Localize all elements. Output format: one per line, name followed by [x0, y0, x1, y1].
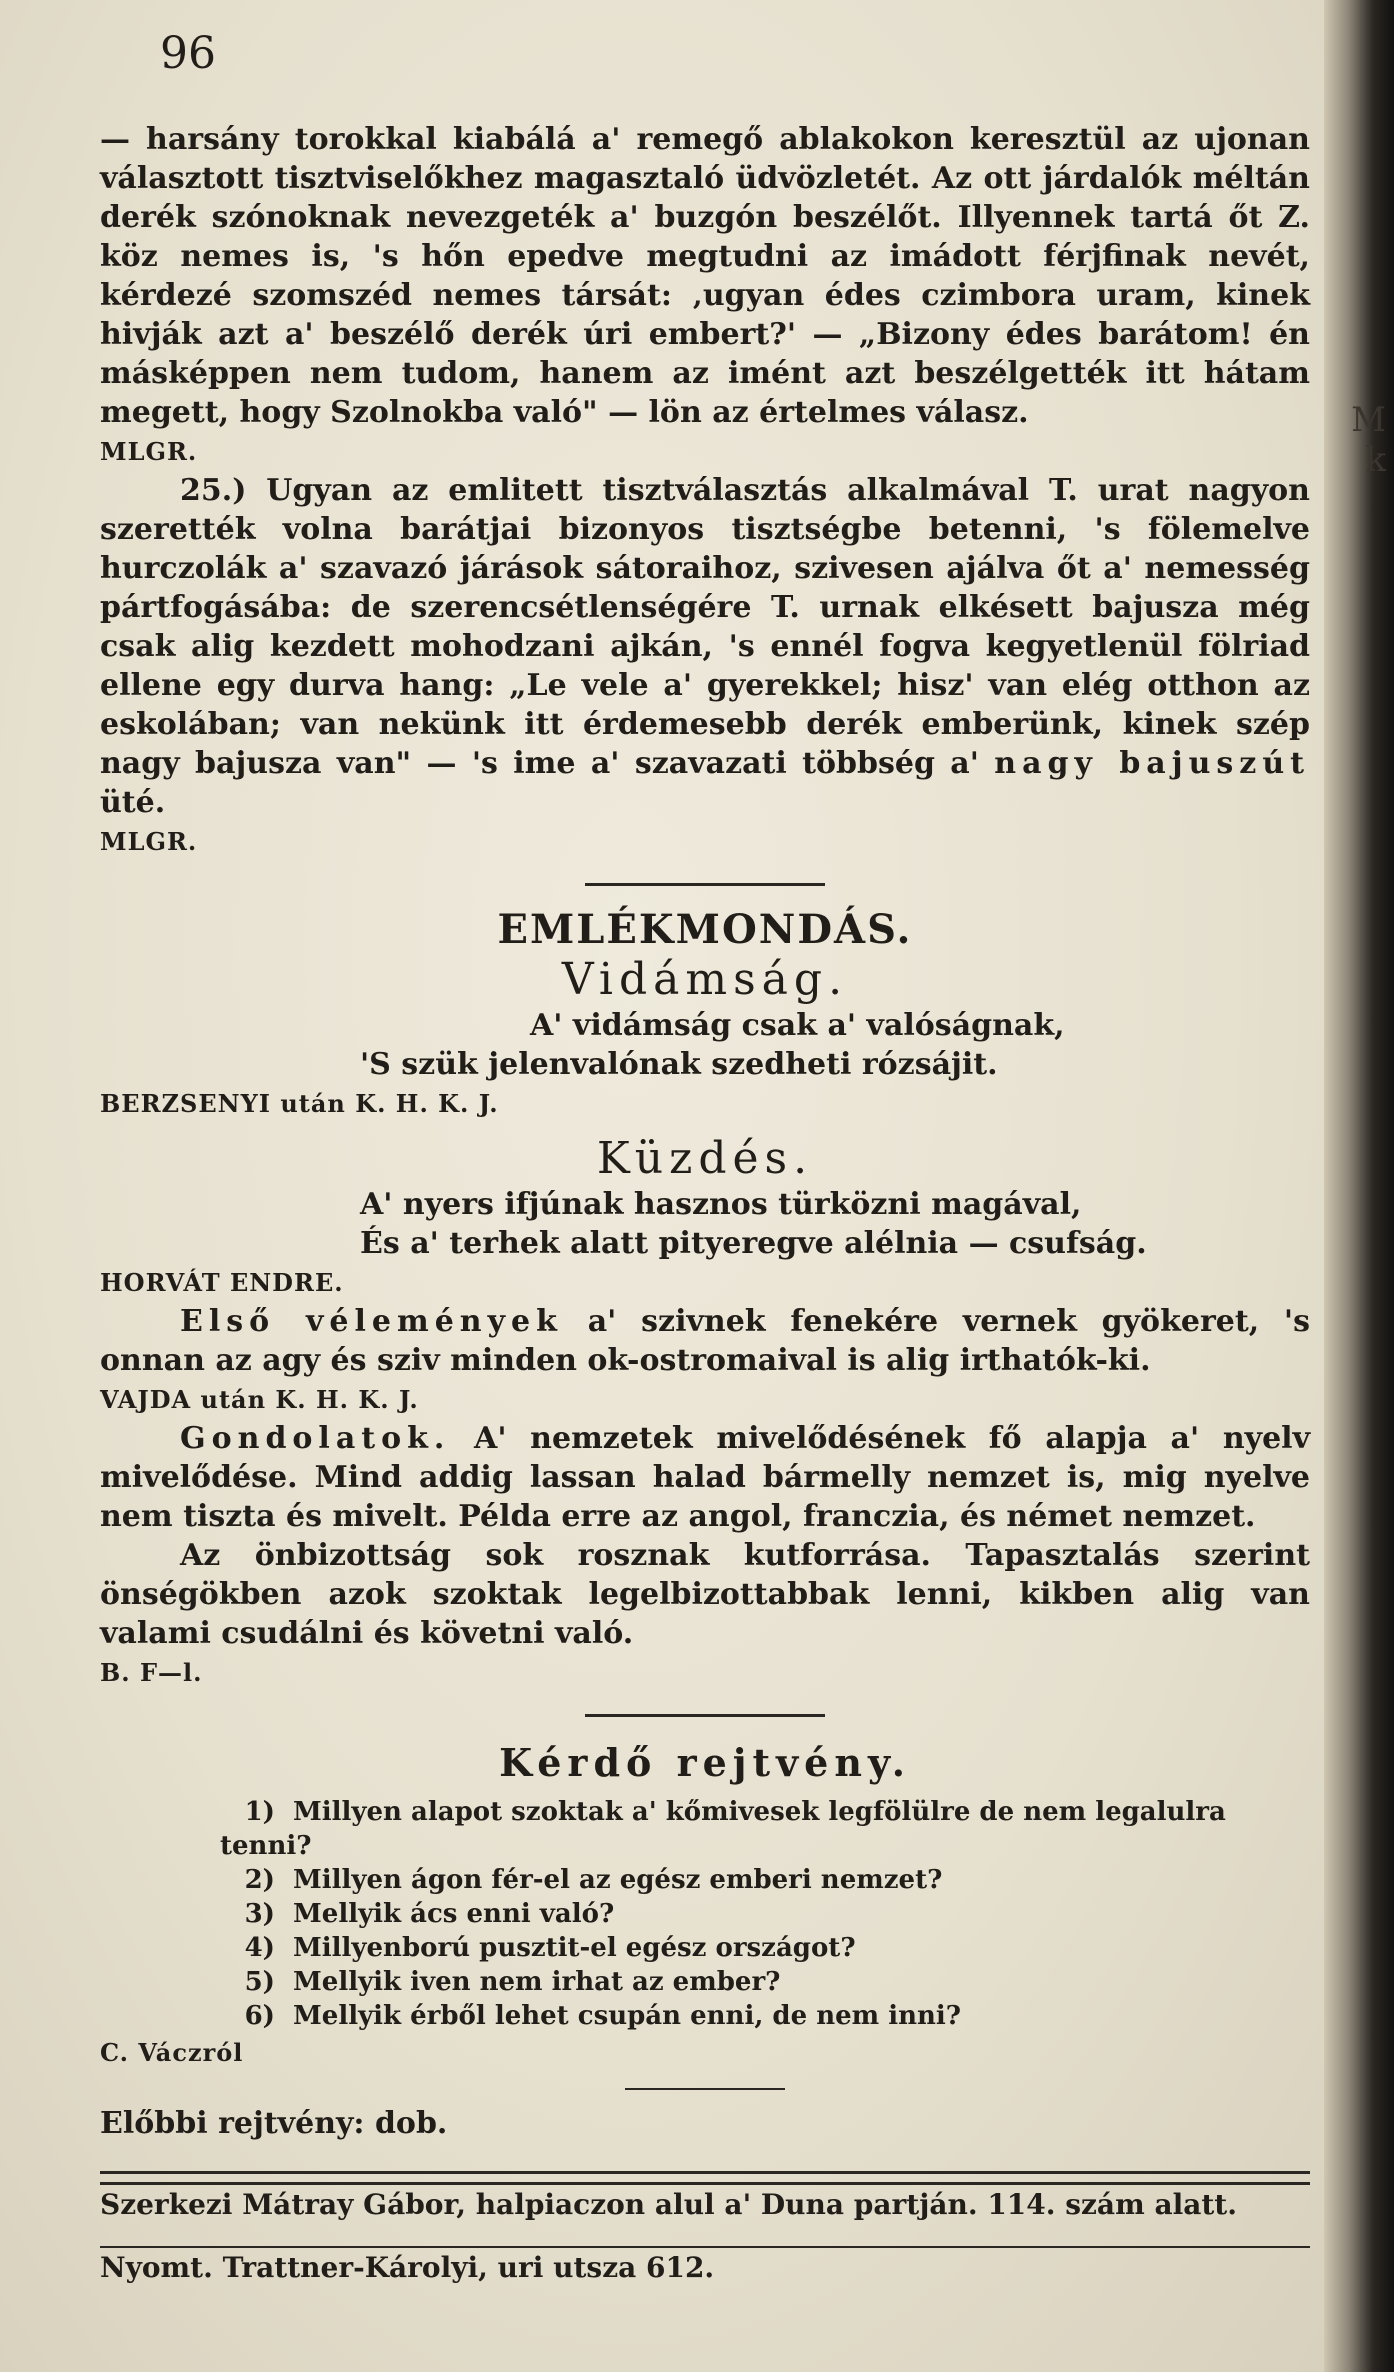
elso-paragraph: [100, 1302, 1310, 1380]
margin-mark: M: [1351, 400, 1386, 440]
anecdote-25-signature: MLGR.: [100, 827, 198, 856]
riddle-num: 5): [244, 1967, 275, 1997]
riddle-item: [100, 1965, 1310, 1999]
riddle-item: [100, 1999, 1310, 2033]
editor-line: Szerkezi Mátray Gábor, halpiaczon alul a' Duna partján. 114. szám alatt.: [100, 2188, 1237, 2221]
riddle-text: Mellyik érből lehet csupán enni, de nem inni?: [293, 2001, 962, 2031]
margin-mark: k: [1365, 440, 1386, 480]
riddle-item: [100, 1795, 1310, 1863]
section-divider: [585, 883, 825, 886]
riddle-list: [100, 1795, 1310, 2033]
vidamsag-signature: BERZSENYI után K. H. K. J.: [100, 1089, 499, 1118]
gondolatok-signature: B. F—l.: [100, 1658, 203, 1687]
riddle-item: [100, 1931, 1310, 1965]
anecdote-25-spaced-word: nagy bajuszút: [994, 746, 1310, 781]
page-number: 96: [160, 28, 216, 79]
anecdote-25-text: 25.) Ugyan az emlitett tisztválasztás alkalmával T. urat nagyon szerették volna barátjai bizonyos tisztségbe betenni, 's fölemelve hurczolák a' szavazó járások sátoraihoz, szivesen ajálva őt a' nemesség pártfogásába: de szerencsétlenségére T. urnak elkésett bajusza még csak alig kezdett mohodzani ajkán, 's ennél fogva kegyetlenül fölriad ellene egy durva hang: „Le vele a' gyerekkel; hisz' van elég otthon az eskolában; van nekünk itt érdemesebb derék emberünk, kinek szép nagy bajusza van" — 's ime a' szavazati többség a': [100, 473, 1310, 781]
kuzdes-signature: HORVÁT ENDRE.: [100, 1268, 344, 1297]
vidamsag-line: A' vidámság csak a' valóságnak,: [530, 1008, 1065, 1043]
previous-riddle-answer: Előbbi rejtvény: dob.: [100, 2106, 448, 2141]
riddle-num: 2): [244, 1865, 275, 1895]
riddle-item: [100, 1863, 1310, 1897]
intro-paragraph: — harsány torokkal kiabálá a' remegő ablakokon keresztül az ujonan választott tisztviselőkhez magasztaló üdvözletét. Az ott járdalók méltán derék szónoknak nevezgeték a' buzgón beszélőt. Illyennek tartá őt Z. köz nemes is, 's hőn epedve megtudni az imádott férjfinak nevét, kérdezé szomszéd nemes társát: ‚ugyan édes czimbora uram, kinek hivják azt a' beszélő derék úri embert?' — „Bizony édes barátom! én másképpen nem tudom, hanem az imént azt beszélgették itt hátam megett, hogy Szolnokba való" — lön az értelmes válasz.: [100, 122, 1310, 430]
gondolatok-paragraph-2: Az önbizottság sok rosznak kutforrása. Tapasztalás szerint önségökben azok szoktak legelbizottabbak lenni, kikben alig van valami csudálni és követni való.: [100, 1538, 1310, 1651]
section-divider: [585, 1714, 825, 1717]
intro-signature: MLGR.: [100, 437, 198, 466]
gondolatok-text: A' nemzetek mivelődésének fő alapja a' nyelv mivelődése. Mind addig lassan halad bármelly nemzet is, mig nyelve nem tiszta és mivelt. Példa erre az angol, franczia, és német nemzet.: [100, 1421, 1310, 1534]
gondolatok-lead: Gondolatok.: [180, 1421, 451, 1456]
riddle-text: Mellyik iven nem irhat az ember?: [293, 1967, 781, 1997]
anecdote-25: [100, 471, 1310, 822]
elso-text: a' szivnek fenekére vernek gyökeret, 's onnan az agy és sziv minden ok-ostromaival is alig irthatók-ki.: [100, 1304, 1311, 1378]
page-content: [100, 120, 1310, 2287]
vidamsag-title: Vidámság.: [561, 954, 849, 1005]
kuzdes-title: Küzdés.: [596, 1133, 814, 1184]
footer-divider: [100, 2171, 1310, 2185]
gondolatok-paragraph: [100, 1419, 1310, 1536]
riddle-num: 6): [244, 2001, 275, 2031]
kuzdes-line: És a' terhek alatt pityeregve alélnia — csufság.: [360, 1226, 1147, 1261]
emlekmondas-heading: EMLÉKMONDÁS.: [497, 906, 913, 953]
anecdote-25-text-end: üté.: [100, 785, 166, 820]
riddle-item: [100, 1897, 1310, 1931]
riddle-signature: C. Váczról: [100, 2038, 244, 2067]
book-spine-shadow: [1324, 0, 1394, 2372]
riddle-text: Millyen alapot szoktak a' kőmivesek legfölülre de nem legalulra tenni?: [220, 1797, 1226, 1861]
riddle-num: 4): [244, 1933, 275, 1963]
riddle-title: Kérdő rejtvény.: [499, 1740, 911, 1785]
riddle-text: Mellyik ács enni való?: [293, 1899, 615, 1929]
elso-signature: VAJDA után K. H. K. J.: [100, 1385, 419, 1414]
riddle-num: 3): [244, 1899, 275, 1929]
riddle-num: 1): [244, 1797, 275, 1827]
riddle-text: Millyenború pusztit-el egész országot?: [293, 1933, 856, 1963]
kuzdes-line: A' nyers ifjúnak hasznos türközni magával,: [360, 1187, 1082, 1222]
section-divider: [625, 2088, 785, 2090]
vidamsag-line: 'S szük jelenvalónak szedheti rózsájit.: [360, 1047, 998, 1082]
elso-lead: Első vélemények: [180, 1304, 563, 1339]
riddle-text: Millyen ágon fér-el az egész emberi nemzet?: [293, 1865, 943, 1895]
printer-line: Nyomt. Trattner-Károlyi, uri utsza 612.: [100, 2251, 715, 2284]
